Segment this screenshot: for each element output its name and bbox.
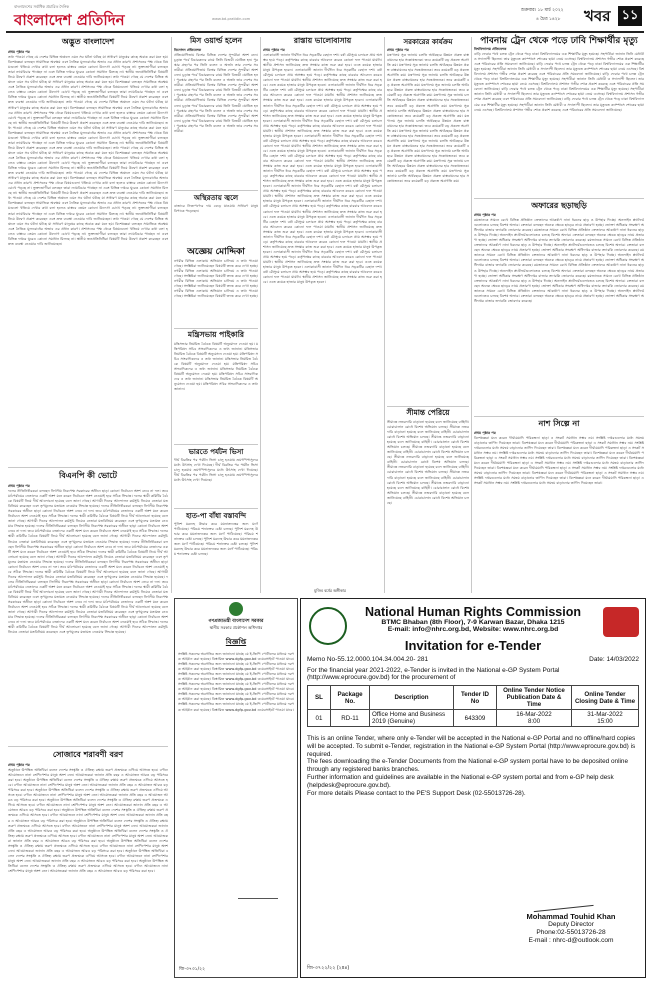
article-divider [174,444,258,445]
article-headline: নাশ সিল্পে না [538,419,580,428]
article-body: দীর্ঘ বিরতির পর পর্যটন ভিসা চালু হওয়ায় ভ্রমণপিপাসুদের মধ্যে উৎসাহ দেখা দিয়েছে। দীর্ঘ বিরতির পর পর্যটন ভিসা চালু হওয়ায় ভ্রমণপিপাসুদের মধ্যে উৎসাহ দেখা দিয়েছে। দীর্ঘ বিরতির পর পর্যটন ভিসা চালু হওয়ায় ভ্রমণপিপাসুদের মধ্যে উৎসাহ দেখা দিয়েছে। [174,458,258,483]
article-headline: অদ্ভুত বাংলাদেশ [61,37,115,46]
article-shorabani [8,749,168,977]
table-header: Description [370,686,454,710]
article-bnp-vote [8,470,168,740]
nhrc-logo-icon [309,607,347,645]
signatory-designation: Deputy Director [548,921,594,928]
signature-mark [532,892,593,912]
article-divider [174,190,258,191]
tender-date: Date: 14/03/2022 [589,656,639,663]
article-divider [387,406,469,407]
article-headline: পাবনায় ট্রেন থেকে পড়ে ঢাবি শিক্ষার্থীর মৃত্যু [480,36,638,46]
table-header: SL [308,686,331,710]
article-osthirota [174,192,258,242]
tender-intro: For the financial year 2021-2022, e-Tender is invited in the National e-GP System Portal (http://www.eprocure.gov.bd) for the procurement of [307,667,560,681]
article-body: অনুষ্ঠানে উপস্থিত অতিথিরা বলেন দেশের সংস্কৃতি ও ঐতিহ্য রক্ষায় তরুণ প্রজন্মকে এগিয়ে আসতে হবে। বর্ণাঢ্য আয়োজনে নানা শ্রেণিপেশার মানুষ অংশ নেন। আয়োজকরা জানান প্রতি বছর এ আয়োজন আরও বড় পরিসরে করা হবে। অনুষ্ঠানে উপস্থিত অতিথিরা বলেন দেশের সংস্কৃতি ও ঐতিহ্য রক্ষায় তরুণ প্রজন্মকে এগিয়ে আসতে হবে। বর্ণাঢ্য আয়োজনে নানা শ্রেণিপেশার মানুষ অংশ নেন। আয়োজকরা জানান প্রতি বছর এ আয়োজন আরও বড় পরিসরে করা হবে। অনুষ্ঠানে উপস্থিত অতিথিরা বলেন দেশের সংস্কৃতি ও ঐতিহ্য রক্ষায় তরুণ প্রজন্মকে এগিয়ে আসতে হবে। বর্ণাঢ্য আয়োজনে নানা শ্রেণিপেশার মানুষ অংশ নেন। আয়োজকরা জানান প্রতি বছর এ আয়োজন আরও বড় পরিসরে করা হবে। অনুষ্ঠানে উপস্থিত অতিথিরা বলেন দেশের সংস্কৃতি ও ঐতিহ্য রক্ষায় তরুণ প্রজন্মকে এগিয়ে আসতে হবে। বর্ণাঢ্য আয়োজনে নানা শ্রেণিপেশার মানুষ অংশ নেন। আয়োজকরা জানান প্রতি বছর এ আয়োজন আরও বড় পরিসরে করা হবে। অনুষ্ঠানে উপস্থিত অতিথিরা বলেন দেশের সংস্কৃতি ও ঐতিহ্য রক্ষায় তরুণ প্রজন্মকে এগিয়ে আসতে হবে। বর্ণাঢ্য আয়োজনে নানা শ্রেণিপেশার মানুষ অংশ নেন। আয়োজকরা জানান প্রতি বছর এ আয়োজন আরও বড় পরিসরে করা হবে। অনুষ্ঠানে উপস্থিত অতিথিরা বলেন দেশের সংস্কৃতি ও ঐতিহ্য রক্ষায় তরুণ প্রজন্মকে এগিয়ে আসতে হবে। বর্ণাঢ্য আয়োজনে নানা শ্রেণিপেশার মানুষ অংশ নেন। আয়োজকরা জানান প্রতি বছর এ আয়োজন আরও বড় পরিসরে করা হবে। অনুষ্ঠানে উপস্থিত অতিথিরা বলেন দেশের সংস্কৃতি ও ঐতিহ্য রক্ষায় তরুণ প্রজন্মকে এগিয়ে আসতে হবে। বর্ণাঢ্য আয়োজনে নানা শ্রেণিপেশার মানুষ অংশ নেন। আয়োজকরা জানান প্রতি বছর এ আয়োজন আরও বড় পরিসরে করা হবে। অনুষ্ঠানে উপস্থিত অতিথিরা বলেন দেশের সংস্কৃতি ও ঐতিহ্য রক্ষায় তরুণ প্রজন্মকে এগিয়ে আসতে হবে। বর্ণাঢ্য আয়োজনে নানা শ্রেণিপেশার মানুষ অংশ নেন। আয়োজকরা জানান প্রতি বছর এ আয়োজন আরও বড় পরিসরে করা হবে। অনুষ্ঠানে উপস্থিত অতিথিরা বলেন দেশের সংস্কৃতি ও ঐতিহ্য রক্ষায় তরুণ প্রজন্মকে এগিয়ে আসতে হবে। বর্ণাঢ্য আয়োজনে নানা শ্রেণিপেশার মানুষ অংশ নেন। আয়োজকরা জানান প্রতি বছর এ আয়োজন আরও বড় পরিসরে করা হবে। অনুষ্ঠানে উপস্থিত অতিথিরা বলেন দেশের সংস্কৃতি ও ঐতিহ্য রক্ষায় তরুণ প্রজন্মকে এগিয়ে আসতে হবে। বর্ণাঢ্য আয়োজনে নানা শ্রেণিপেশার মানুষ অংশ নেন। আয়োজকরা জানান প্রতি বছর এ আয়োজন আরও বড় পরিসরে করা হবে। [8,768,168,873]
ad-body: সংশ্লিষ্ট সকলের অবগতির জন্য জানানো যাচ্ছে যে ই-জিপি পোর্টালের মাধ্যমে দরপত্র আহ্বান করা হয়েছে। বিস্তারিত www.dgfp.gov.bd ওয়েবসাইটে পাওয়া যাবে। সংশ্লিষ্ট সকলের অবগতির জন্য জানানো যাচ্ছে যে ই-জিপি পোর্টালের মাধ্যমে দরপত্র আহ্বান করা হয়েছে। বিস্তারিত www.dgfp.gov.bd ওয়েবসাইটে পাওয়া যাবে। সংশ্লিষ্ট সকলের অবগতির জন্য জানানো যাচ্ছে যে ই-জিপি পোর্টালের মাধ্যমে দরপত্র আহ্বান করা হয়েছে। বিস্তারিত www.dgfp.gov.bd ওয়েবসাইটে পাওয়া যাবে। সংশ্লিষ্ট সকলের অবগতির জন্য জানানো যাচ্ছে যে ই-জিপি পোর্টালের মাধ্যমে দরপত্র আহ্বান করা হয়েছে। বিস্তারিত www.dgfp.gov.bd ওয়েবসাইটে পাওয়া যাবে। সংশ্লিষ্ট সকলের অবগতির জন্য জানানো যাচ্ছে যে ই-জিপি পোর্টালের মাধ্যমে দরপত্র আহ্বান করা হয়েছে। বিস্তারিত www.dgfp.gov.bd ওয়েবসাইটে পাওয়া যাবে। সংশ্লিষ্ট সকলের অবগতির জন্য জানানো যাচ্ছে যে ই-জিপি পোর্টালের মাধ্যমে দরপত্র আহ্বান করা হয়েছে। বিস্তারিত www.dgfp.gov.bd ওয়েবসাইটে পাওয়া যাবে। [178,652,294,712]
article-body: প্রতিযোগিতায় বিশ্বের বিভিন্ন দেশের সুন্দরীরা অংশ নেন। চূড়ান্ত পর্বে বিচারকদের রায়ে তিনি বিজয়ী ঘোষিত হন। পুরস্কার গ্রহণের পর তিনি বলেন এ অর্জন তার দেশের সব নারীর। প্রতিযোগিতায় বিশ্বের বিভিন্ন দেশের সুন্দরীরা অংশ নেন। চূড়ান্ত পর্বে বিচারকদের রায়ে তিনি বিজয়ী ঘোষিত হন। পুরস্কার গ্রহণের পর তিনি বলেন এ অর্জন তার দেশের সব নারীর। প্রতিযোগিতায় বিশ্বের বিভিন্ন দেশের সুন্দরীরা অংশ নেন। চূড়ান্ত পর্বে বিচারকদের রায়ে তিনি বিজয়ী ঘোষিত হন। পুরস্কার গ্রহণের পর তিনি বলেন এ অর্জন তার দেশের সব নারীর। প্রতিযোগিতায় বিশ্বের বিভিন্ন দেশের সুন্দরীরা অংশ নেন। চূড়ান্ত পর্বে বিচারকদের রায়ে তিনি বিজয়ী ঘোষিত হন। পুরস্কার গ্রহণের পর তিনি বলেন এ অর্জন তার দেশের সব নারীর। প্রতিযোগিতায় বিশ্বের বিভিন্ন দেশের সুন্দরীরা অংশ নেন। চূড়ান্ত পর্বে বিচারকদের রায়ে তিনি বিজয়ী ঘোষিত হন। পুরস্কার গ্রহণের পর তিনি বলেন এ অর্জন তার দেশের সব নারীর। [174,53,258,133]
table-cell: 643309 [454,710,497,727]
article-byline: বিশ্ববিদ্যালয় প্রতিবেদক [474,47,507,51]
article-nash-silpe-na [474,418,644,592]
article-byline: প্রথম পৃষ্ঠার পর [263,48,285,52]
ad-org: গণপ্রজাতন্ত্রী বাংলাদেশ সরকার [208,619,264,624]
table-header: Online Tender Notice Publication Date & Time [497,686,572,710]
article-headline: সীমান্ত পেরিয়ে [406,408,450,417]
table-cell: 01 [308,710,331,727]
tender-ad [300,598,646,978]
article-body: তথ্য পাওয়া গেছে যে দেশের বিভিন্ন অঞ্চলে এমন সব ঘটনা ঘটছে যা সাধারণ মানুষের কাছে অবাক করা মনে হয়। বিশেষজ্ঞরা বলছেন সামাজিক অবক্ষয় এবং নৈতিক মূল্যবোধের অভাব এর প্রধান কারণ। প্রশাসনের পক্ষ থেকে বিষয়গুলো খতিয়ে দেখার কথা বলা হলেও বাস্তবে তেমন কোনো উদ্যোগ চোখে পড়ছে না। ভুক্তভোগীরা বলছেন তারা ন্যায়বিচার পাচ্ছেন না এবং বিভিন্ন দপ্তরে ঘুরেও কোনো সমাধান মিলছে না। স্থানীয় জনপ্রতিনিধিরা বিষয়টি নিয়ে উদ্বেগ প্রকাশ করেছেন এবং দ্রুত ব্যবস্থা নেওয়ার দাবি জানিয়েছেন। তথ্য পাওয়া গেছে যে দেশের বিভিন্ন অঞ্চলে এমন সব ঘটনা ঘটছে যা সাধারণ মানুষের কাছে অবাক করা মনে হয়। বিশেষজ্ঞরা বলছেন সামাজিক অবক্ষয় এবং নৈতিক মূল্যবোধের অভাব এর প্রধান কারণ। প্রশাসনের পক্ষ থেকে বিষয়গুলো খতিয়ে দেখার কথা বলা হলেও বাস্তবে তেমন কোনো উদ্যোগ চোখে পড়ছে না। ভুক্তভোগীরা বলছেন তারা ন্যায়বিচার পাচ্ছেন না এবং বিভিন্ন দপ্তরে ঘুরেও কোনো সমাধান মিলছে না। স্থানীয় জনপ্রতিনিধিরা বিষয়টি নিয়ে উদ্বেগ প্রকাশ করেছেন এবং দ্রুত ব্যবস্থা নেওয়ার দাবি জানিয়েছেন। তথ্য পাওয়া গেছে যে দেশের বিভিন্ন অঞ্চলে এমন সব ঘটনা ঘটছে যা সাধারণ মানুষের কাছে অবাক করা মনে হয়। বিশেষজ্ঞরা বলছেন সামাজিক অবক্ষয় এবং নৈতিক মূল্যবোধের অভাব এর প্রধান কারণ। প্রশাসনের পক্ষ থেকে বিষয়গুলো খতিয়ে দেখার কথা বলা হলেও বাস্তবে তেমন কোনো উদ্যোগ চোখে পড়ছে না। ভুক্তভোগীরা বলছেন তারা ন্যায়বিচার পাচ্ছেন না এবং বিভিন্ন দপ্তরে ঘুরেও কোনো সমাধান মিলছে না। স্থানীয় জনপ্রতিনিধিরা বিষয়টি নিয়ে উদ্বেগ প্রকাশ করেছেন এবং দ্রুত ব্যবস্থা নেওয়ার দাবি জানিয়েছেন। তথ্য পাওয়া গেছে যে দেশের বিভিন্ন অঞ্চলে এমন সব ঘটনা ঘটছে যা সাধারণ মানুষের কাছে অবাক করা মনে হয়। বিশেষজ্ঞরা বলছেন সামাজিক অবক্ষয় এবং নৈতিক মূল্যবোধের অভাব এর প্রধান কারণ। প্রশাসনের পক্ষ থেকে বিষয়গুলো খতিয়ে দেখার কথা বলা হলেও বাস্তবে তেমন কোনো উদ্যোগ চোখে পড়ছে না। ভুক্তভোগীরা বলছেন তারা ন্যায়বিচার পাচ্ছেন না এবং বিভিন্ন দপ্তরে ঘুরেও কোনো সমাধান মিলছে না। স্থানীয় জনপ্রতিনিধিরা বিষয়টি নিয়ে উদ্বেগ প্রকাশ করেছেন এবং দ্রুত ব্যবস্থা নেওয়ার দাবি জানিয়েছেন। তথ্য পাওয়া গেছে যে দেশের বিভিন্ন অঞ্চলে এমন সব ঘটনা ঘটছে যা সাধারণ মানুষের কাছে অবাক করা মনে হয়। বিশেষজ্ঞরা বলছেন সামাজিক অবক্ষয় এবং নৈতিক মূল্যবোধের অভাব এর প্রধান কারণ। প্রশাসনের পক্ষ থেকে বিষয়গুলো খতিয়ে দেখার কথা বলা হলেও বাস্তবে তেমন কোনো উদ্যোগ চোখে পড়ছে না। ভুক্তভোগীরা বলছেন তারা ন্যায়বিচার পাচ্ছেন না এবং বিভিন্ন দপ্তরে ঘুরেও কোনো সমাধান মিলছে না। স্থানীয় জনপ্রতিনিধিরা বিষয়টি নিয়ে উদ্বেগ প্রকাশ করেছেন এবং দ্রুত ব্যবস্থা নেওয়ার দাবি জানিয়েছেন। তথ্য পাওয়া গেছে যে দেশের বিভিন্ন অঞ্চলে এমন সব ঘটনা ঘটছে যা সাধারণ মানুষের কাছে অবাক করা মনে হয়। বিশেষজ্ঞরা বলছেন সামাজিক অবক্ষয় এবং নৈতিক মূল্যবোধের অভাব এর প্রধান কারণ। প্রশাসনের পক্ষ থেকে বিষয়গুলো খতিয়ে দেখার কথা বলা হলেও বাস্তবে তেমন কোনো উদ্যোগ চোখে পড়ছে না। ভুক্তভোগীরা বলছেন তারা ন্যায়বিচার পাচ্ছেন না এবং বিভিন্ন দপ্তরে ঘুরেও কোনো সমাধান মিলছে না। স্থানীয় জনপ্রতিনিধিরা বিষয়টি নিয়ে উদ্বেগ প্রকাশ করেছেন এবং দ্রুত ব্যবস্থা নেওয়ার দাবি জানিয়েছেন। তথ্য পাওয়া গেছে যে দেশের বিভিন্ন অঞ্চলে এমন সব ঘটনা ঘটছে যা সাধারণ মানুষের কাছে অবাক করা মনে হয়। বিশেষজ্ঞরা বলছেন সামাজিক অবক্ষয় এবং নৈতিক মূল্যবোধের অভাব এর প্রধান কারণ। প্রশাসনের পক্ষ থেকে বিষয়গুলো খতিয়ে দেখার কথা বলা হলেও বাস্তবে তেমন কোনো উদ্যোগ চোখে পড়ছে না। ভুক্তভোগীরা বলছেন তারা ন্যায়বিচার পাচ্ছেন না এবং বিভিন্ন দপ্তরে ঘুরেও কোনো সমাধান মিলছে না। স্থানীয় জনপ্রতিনিধিরা বিষয়টি নিয়ে উদ্বেগ প্রকাশ করেছেন এবং দ্রুত ব্যবস্থা নেওয়ার দাবি জানিয়েছেন। তথ্য পাওয়া গেছে যে দেশের বিভিন্ন অঞ্চলে এমন সব ঘটনা ঘটছে যা সাধারণ মানুষের কাছে অবাক করা মনে হয়। বিশেষজ্ঞরা বলছেন সামাজিক অবক্ষয় এবং নৈতিক মূল্যবোধের অভাব এর প্রধান কারণ। প্রশাসনের পক্ষ থেকে বিষয়গুলো খতিয়ে দেখার কথা বলা হলেও বাস্তবে তেমন কোনো উদ্যোগ চোখে পড়ছে না। ভুক্তভোগীরা বলছেন তারা ন্যায়বিচার পাচ্ছেন না এবং বিভিন্ন দপ্তরে ঘুরেও কোনো সমাধান মিলছে না। স্থানীয় জনপ্রতিনিধিরা বিষয়টি নিয়ে উদ্বেগ প্রকাশ করেছেন এবং দ্রুত ব্যবস্থা নেওয়ার দাবি জানিয়েছেন। [8,55,168,246]
article-headline: মন্ত্রিসভায় পাইকারি [187,330,245,339]
table-header-row [308,686,639,710]
article-byline: প্রথম পৃষ্ঠার পর [8,50,30,54]
section-name: খবর [584,7,611,25]
tender-table [307,685,639,727]
article-pabna-train [474,36,644,196]
mujib-logo [603,607,639,637]
article-headline: বিএনপি কী ভোটে [59,471,117,480]
table-cell: RD-11 [331,710,370,727]
article-divider [8,746,168,747]
article-headline: সোজাবে শরাবণী বরণ [52,750,124,759]
tender-memo-line [307,656,639,663]
article-body: বাজারে নিত্যপণ্যের দাম বেড়ে যাওয়ায় সাধারণ মানুষ বিপাকে পড়েছেন। [174,204,258,214]
article-byline: প্রথম পৃষ্ঠার পর [474,431,496,435]
article-headline: সরকারের কার্যক্রম [403,38,453,46]
article-headline: মিস ওয়ার্ল্ড হলেন [189,36,243,45]
article-body: দলের নীতিনির্ধারকরা বলছেন নির্দলীয় নিরপেক্ষ সরকারের অধীনে ছাড়া কোনো নির্বাচনে অংশ নেবে না দল। তবে মাঠপর্যায়ের নেতাদের একটি অংশ মনে করেন নির্বাচনে অংশ নেওয়াই হবে সঠিক সিদ্ধান্ত। দলের স্থায়ী কমিটির বৈঠকে বিষয়টি নিয়ে দীর্ঘ আলোচনা হয়েছে বলে জানা গেছে। আগামী দিনের আন্দোলন কর্মসূচি নিয়েও নেতারা মতবিনিময় করেছেন এবং তৃণমূলের মতামত নেওয়ার সিদ্ধান্ত হয়েছে। দলের নীতিনির্ধারকরা বলছেন নির্দলীয় নিরপেক্ষ সরকারের অধীনে ছাড়া কোনো নির্বাচনে অংশ নেবে না দল। তবে মাঠপর্যায়ের নেতাদের একটি অংশ মনে করেন নির্বাচনে অংশ নেওয়াই হবে সঠিক সিদ্ধান্ত। দলের স্থায়ী কমিটির বৈঠকে বিষয়টি নিয়ে দীর্ঘ আলোচনা হয়েছে বলে জানা গেছে। আগামী দিনের আন্দোলন কর্মসূচি নিয়েও নেতারা মতবিনিময় করেছেন এবং তৃণমূলের মতামত নেওয়ার সিদ্ধান্ত হয়েছে। দলের নীতিনির্ধারকরা বলছেন নির্দলীয় নিরপেক্ষ সরকারের অধীনে ছাড়া কোনো নির্বাচনে অংশ নেবে না দল। তবে মাঠপর্যায়ের নেতাদের একটি অংশ মনে করেন নির্বাচনে অংশ নেওয়াই হবে সঠিক সিদ্ধান্ত। দলের স্থায়ী কমিটির বৈঠকে বিষয়টি নিয়ে দীর্ঘ আলোচনা হয়েছে বলে জানা গেছে। আগামী দিনের আন্দোলন কর্মসূচি নিয়েও নেতারা মতবিনিময় করেছেন এবং তৃণমূলের মতামত নেওয়ার সিদ্ধান্ত হয়েছে। দলের নীতিনির্ধারকরা বলছেন নির্দলীয় নিরপেক্ষ সরকারের অধীনে ছাড়া কোনো নির্বাচনে অংশ নেবে না দল। তবে মাঠপর্যায়ের নেতাদের একটি অংশ মনে করেন নির্বাচনে অংশ নেওয়াই হবে সঠিক সিদ্ধান্ত। দলের স্থায়ী কমিটির বৈঠকে বিষয়টি নিয়ে দীর্ঘ আলোচনা হয়েছে বলে জানা গেছে। আগামী দিনের আন্দোলন কর্মসূচি নিয়েও নেতারা মতবিনিময় করেছেন এবং তৃণমূলের মতামত নেওয়ার সিদ্ধান্ত হয়েছে। দলের নীতিনির্ধারকরা বলছেন নির্দলীয় নিরপেক্ষ সরকারের অধীনে ছাড়া কোনো নির্বাচনে অংশ নেবে না দল। তবে মাঠপর্যায়ের নেতাদের একটি অংশ মনে করেন নির্বাচনে অংশ নেওয়াই হবে সঠিক সিদ্ধান্ত। দলের স্থায়ী কমিটির বৈঠকে বিষয়টি নিয়ে দীর্ঘ আলোচনা হয়েছে বলে জানা গেছে। আগামী দিনের আন্দোলন কর্মসূচি নিয়েও নেতারা মতবিনিময় করেছেন এবং তৃণমূলের মতামত নেওয়ার সিদ্ধান্ত হয়েছে। দলের নীতিনির্ধারকরা বলছেন নির্দলীয় নিরপেক্ষ সরকারের অধীনে ছাড়া কোনো নির্বাচনে অংশ নেবে না দল। তবে মাঠপর্যায়ের নেতাদের একটি অংশ মনে করেন নির্বাচনে অংশ নেওয়াই হবে সঠিক সিদ্ধান্ত। দলের স্থায়ী কমিটির বৈঠকে বিষয়টি নিয়ে দীর্ঘ আলোচনা হয়েছে বলে জানা গেছে। আগামী দিনের আন্দোলন কর্মসূচি নিয়েও নেতারা মতবিনিময় করেছেন এবং তৃণমূলের মতামত নেওয়ার সিদ্ধান্ত হয়েছে। দলের নীতিনির্ধারকরা বলছেন নির্দলীয় নিরপেক্ষ সরকারের অধীনে ছাড়া কোনো নির্বাচনে অংশ নেবে না দল। তবে মাঠপর্যায়ের নেতাদের একটি অংশ মনে করেন নির্বাচনে অংশ নেওয়াই হবে সঠিক সিদ্ধান্ত। দলের স্থায়ী কমিটির বৈঠকে বিষয়টি নিয়ে দীর্ঘ আলোচনা হয়েছে বলে জানা গেছে। আগামী দিনের আন্দোলন কর্মসূচি নিয়েও নেতারা মতবিনিময় করেছেন এবং তৃণমূলের মতামত নেওয়ার সিদ্ধান্ত হয়েছে। দলের নীতিনির্ধারকরা বলছেন নির্দলীয় নিরপেক্ষ সরকারের অধীনে ছাড়া কোনো নির্বাচনে অংশ নেবে না দল। তবে মাঠপর্যায়ের নেতাদের একটি অংশ মনে করেন নির্বাচনে অংশ নেওয়াই হবে সঠিক সিদ্ধান্ত। দলের স্থায়ী কমিটির বৈঠকে বিষয়টি নিয়ে দীর্ঘ আলোচনা হয়েছে বলে জানা গেছে। আগামী দিনের আন্দোলন কর্মসূচি নিয়েও নেতারা মতবিনিময় করেছেন এবং তৃণমূলের মতামত নেওয়ার সিদ্ধান্ত হয়েছে। [8,489,168,635]
article-offer-chorachori [474,200,644,414]
ad-heading: বিজ্ঞপ্তি [225,638,247,646]
article-headline: ভারতে পর্যটন ভিসা [188,448,244,456]
signatory-name: Mohammad Touhid Khan [526,912,616,921]
article-byline: প্রথম পৃষ্ঠার পর [474,213,496,217]
signature-mark [238,888,278,899]
signatory-phone: Phone:02-55013726-28 [536,929,606,936]
tender-code: জি-৩৭২২/২২ (২x৪) [307,965,350,971]
date-line: শুক্রবার। ১৮ মার্চ ২০২২ [521,8,564,13]
article-cabinet [174,330,258,442]
article-headline: হাত-পা বাঁধা বস্তাবন্দি [186,512,246,520]
article-body: মন্ত্রণালয় সূত্র জানায় চলতি অর্থবছরে উন্নয়ন প্রকল্প বাস্তবায়নের হার সন্তোষজনক। তবে কয়েকটি বড় প্রকল্পে অগ্রগতি কম। মন্ত্রণালয় সূত্র জানায় চলতি অর্থবছরে উন্নয়ন প্রকল্প বাস্তবায়নের হার সন্তোষজনক। তবে কয়েকটি বড় প্রকল্পে অগ্রগতি কম। মন্ত্রণালয় সূত্র জানায় চলতি অর্থবছরে উন্নয়ন প্রকল্প বাস্তবায়নের হার সন্তোষজনক। তবে কয়েকটি বড় প্রকল্পে অগ্রগতি কম। মন্ত্রণালয় সূত্র জানায় চলতি অর্থবছরে উন্নয়ন প্রকল্প বাস্তবায়নের হার সন্তোষজনক। তবে কয়েকটি বড় প্রকল্পে অগ্রগতি কম। মন্ত্রণালয় সূত্র জানায় চলতি অর্থবছরে উন্নয়ন প্রকল্প বাস্তবায়নের হার সন্তোষজনক। তবে কয়েকটি বড় প্রকল্পে অগ্রগতি কম। মন্ত্রণালয় সূত্র জানায় চলতি অর্থবছরে উন্নয়ন প্রকল্প বাস্তবায়নের হার সন্তোষজনক। তবে কয়েকটি বড় প্রকল্পে অগ্রগতি কম। মন্ত্রণালয় সূত্র জানায় চলতি অর্থবছরে উন্নয়ন প্রকল্প বাস্তবায়নের হার সন্তোষজনক। তবে কয়েকটি বড় প্রকল্পে অগ্রগতি কম। মন্ত্রণালয় সূত্র জানায় চলতি অর্থবছরে উন্নয়ন প্রকল্প বাস্তবায়নের হার সন্তোষজনক। তবে কয়েকটি বড় প্রকল্পে অগ্রগতি কম। মন্ত্রণালয় সূত্র জানায় চলতি অর্থবছরে উন্নয়ন প্রকল্প বাস্তবায়নের হার সন্তোষজনক। তবে কয়েকটি বড় প্রকল্পে অগ্রগতি কম। মন্ত্রণালয় সূত্র জানায় চলতি অর্থবছরে উন্নয়ন প্রকল্প বাস্তবায়নের হার সন্তোষজনক। তবে কয়েকটি বড় প্রকল্পে অগ্রগতি কম। মন্ত্রণালয় সূত্র জানায় চলতি অর্থবছরে উন্নয়ন প্রকল্প বাস্তবায়নের হার সন্তোষজনক। তবে কয়েকটি বড় প্রকল্পে অগ্রগতি কম। মন্ত্রণালয় সূত্র জানায় চলতি অর্থবছরে উন্নয়ন প্রকল্প বাস্তবায়নের হার সন্তোষজনক। তবে কয়েকটি বড় প্রকল্পে অগ্রগতি কম। [387,53,469,184]
edition-url: www.bd-pratidin.com [212,17,251,21]
article-divider [8,467,168,468]
article-hat-pa-bandha [174,510,258,594]
column-divider [471,37,472,593]
masthead-tagline: বাংলাদেশের সর্বাধিক প্রচারিত দৈনিক [14,4,69,9]
table-header: Package No. [331,686,370,710]
article-simanto-periye [387,408,469,592]
article-body: নগরীর বিভিন্ন এলাকায় অভিযান চালিয়ে এ তথ্য পাওয়া গেছে। সংশ্লিষ্টরা জানিয়েছেন বিষয়টি তদন্ত করে দেখা হচ্ছে। নগরীর বিভিন্ন এলাকায় অভিযান চালিয়ে এ তথ্য পাওয়া গেছে। সংশ্লিষ্টরা জানিয়েছেন বিষয়টি তদন্ত করে দেখা হচ্ছে। নগরীর বিভিন্ন এলাকায় অভিযান চালিয়ে এ তথ্য পাওয়া গেছে। সংশ্লিষ্টরা জানিয়েছেন বিষয়টি তদন্ত করে দেখা হচ্ছে। নগরীর বিভিন্ন এলাকায় অভিযান চালিয়ে এ তথ্য পাওয়া গেছে। সংশ্লিষ্টরা জানিয়েছেন বিষয়টি তদন্ত করে দেখা হচ্ছে। [174,259,258,299]
govt-notice-ad [174,598,298,978]
signatory-email: E-mail : nhrc-d@outlook.com [528,937,614,944]
article-india-visa [174,446,258,506]
article-ojneo-modika [174,244,258,326]
article-body: রমজানকে সামনে রেখে বিভিন্ন প্রতিষ্ঠান ক্রেতাদের আকর্ষণে নানা ধরনের ছাড় ও উপহার দিচ্ছে। অনলাইন প্ল্যাটফর্মগুলোতেও চলছে বিশেষ অফার। ক্রেতারা বলছেন অনেক ক্ষেত্রে ছাড়ের নামে প্রতারণা হচ্ছে। ভোক্তা অধিকার সংরক্ষণ অধিদপ্তর বাজার তদারকি জোরদার করেছে। রমজানকে সামনে রেখে বিভিন্ন প্রতিষ্ঠান ক্রেতাদের আকর্ষণে নানা ধরনের ছাড় ও উপহার দিচ্ছে। অনলাইন প্ল্যাটফর্মগুলোতেও চলছে বিশেষ অফার। ক্রেতারা বলছেন অনেক ক্ষেত্রে ছাড়ের নামে প্রতারণা হচ্ছে। ভোক্তা অধিকার সংরক্ষণ অধিদপ্তর বাজার তদারকি জোরদার করেছে। রমজানকে সামনে রেখে বিভিন্ন প্রতিষ্ঠান ক্রেতাদের আকর্ষণে নানা ধরনের ছাড় ও উপহার দিচ্ছে। অনলাইন প্ল্যাটফর্মগুলোতেও চলছে বিশেষ অফার। ক্রেতারা বলছেন অনেক ক্ষেত্রে ছাড়ের নামে প্রতারণা হচ্ছে। ভোক্তা অধিকার সংরক্ষণ অধিদপ্তর বাজার তদারকি জোরদার করেছে। রমজানকে সামনে রেখে বিভিন্ন প্রতিষ্ঠান ক্রেতাদের আকর্ষণে নানা ধরনের ছাড় ও উপহার দিচ্ছে। অনলাইন প্ল্যাটফর্মগুলোতেও চলছে বিশেষ অফার। ক্রেতারা বলছেন অনেক ক্ষেত্রে ছাড়ের নামে প্রতারণা হচ্ছে। ভোক্তা অধিকার সংরক্ষণ অধিদপ্তর বাজার তদারকি জোরদার করেছে। রমজানকে সামনে রেখে বিভিন্ন প্রতিষ্ঠান ক্রেতাদের আকর্ষণে নানা ধরনের ছাড় ও উপহার দিচ্ছে। অনলাইন প্ল্যাটফর্মগুলোতেও চলছে বিশেষ অফার। ক্রেতারা বলছেন অনেক ক্ষেত্রে ছাড়ের নামে প্রতারণা হচ্ছে। ভোক্তা অধিকার সংরক্ষণ অধিদপ্তর বাজার তদারকি জোরদার করেছে। রমজানকে সামনে রেখে বিভিন্ন প্রতিষ্ঠান ক্রেতাদের আকর্ষণে নানা ধরনের ছাড় ও উপহার দিচ্ছে। অনলাইন প্ল্যাটফর্মগুলোতেও চলছে বিশেষ অফার। ক্রেতারা বলছেন অনেক ক্ষেত্রে ছাড়ের নামে প্রতারণা হচ্ছে। ভোক্তা অধিকার সংরক্ষণ অধিদপ্তর বাজার তদারকি জোরদার করেছে। রমজানকে সামনে রেখে বিভিন্ন প্রতিষ্ঠান ক্রেতাদের আকর্ষণে নানা ধরনের ছাড় ও উপহার দিচ্ছে। অনলাইন প্ল্যাটফর্মগুলোতেও চলছে বিশেষ অফার। ক্রেতারা বলছেন অনেক ক্ষেত্রে ছাড়ের নামে প্রতারণা হচ্ছে। ভোক্তা অধিকার সংরক্ষণ অধিদপ্তর বাজার তদারকি জোরদার করেছে। [474,218,644,303]
article-odbhut-bangladesh [8,36,168,463]
column-divider [260,37,261,593]
article-miss-world [174,36,258,188]
article-headline: রাস্তায় ভালোবাসায় [293,36,352,45]
article-body: বাড়ি ফেরার পথে চলন্ত ট্রেন থেকে পড়ে ঢাকা বিশ্ববিদ্যালয়ের এক শিক্ষার্থীর মৃত্যু হয়েছে। সহপাঠীরা জানান তিনি মেধাবী ও সদালাপী ছিলেন। তার মৃত্যুতে ক্যাম্পাসে শোকের ছায়া নেমে এসেছে। বিশ্ববিদ্যালয় প্রশাসন গভীর শোক প্রকাশ করেছে এবং পরিবারের প্রতি সমবেদনা জানিয়েছে। বাড়ি ফেরার পথে চলন্ত ট্রেন থেকে পড়ে ঢাকা বিশ্ববিদ্যালয়ের এক শিক্ষার্থীর মৃত্যু হয়েছে। সহপাঠীরা জানান তিনি মেধাবী ও সদালাপী ছিলেন। তার মৃত্যুতে ক্যাম্পাসে শোকের ছায়া নেমে এসেছে। বিশ্ববিদ্যালয় প্রশাসন গভীর শোক প্রকাশ করেছে এবং পরিবারের প্রতি সমবেদনা জানিয়েছে। বাড়ি ফেরার পথে চলন্ত ট্রেন থেকে পড়ে ঢাকা বিশ্ববিদ্যালয়ের এক শিক্ষার্থীর মৃত্যু হয়েছে। সহপাঠীরা জানান তিনি মেধাবী ও সদালাপী ছিলেন। তার মৃত্যুতে ক্যাম্পাসে শোকের ছায়া নেমে এসেছে। বিশ্ববিদ্যালয় প্রশাসন গভীর শোক প্রকাশ করেছে এবং পরিবারের প্রতি সমবেদনা জানিয়েছে। বাড়ি ফেরার পথে চলন্ত ট্রেন থেকে পড়ে ঢাকা বিশ্ববিদ্যালয়ের এক শিক্ষার্থীর মৃত্যু হয়েছে। সহপাঠীরা জানান তিনি মেধাবী ও সদালাপী ছিলেন। তার মৃত্যুতে ক্যাম্পাসে শোকের ছায়া নেমে এসেছে। বিশ্ববিদ্যালয় প্রশাসন গভীর শোক প্রকাশ করেছে এবং পরিবারের প্রতি সমবেদনা জানিয়েছে। বাড়ি ফেরার পথে চলন্ত ট্রেন থেকে পড়ে ঢাকা বিশ্ববিদ্যালয়ের এক শিক্ষার্থীর মৃত্যু হয়েছে। সহপাঠীরা জানান তিনি মেধাবী ও সদালাপী ছিলেন। তার মৃত্যুতে ক্যাম্পাসে শোকের ছায়া নেমে এসেছে। বিশ্ববিদ্যালয় প্রশাসন গভীর শোক প্রকাশ করেছে এবং পরিবারের প্রতি সমবেদনা জানিয়েছে। [474,52,644,112]
article-body: পুলিশ মরদেহ উদ্ধার করে ময়নাতদন্তের জন্য মর্গে পাঠিয়েছে। পরিচয় শনাক্তের চেষ্টা চলছে। পুলিশ মরদেহ উদ্ধার করে ময়নাতদন্তের জন্য মর্গে পাঠিয়েছে। পরিচয় শনাক্তের চেষ্টা চলছে। পুলিশ মরদেহ উদ্ধার করে ময়নাতদন্তের জন্য মর্গে পাঠিয়েছে। পরিচয় শনাক্তের চেষ্টা চলছে। পুলিশ মরদেহ উদ্ধার করে ময়নাতদন্তের জন্য মর্গে পাঠিয়েছে। পরিচয় শনাক্তের চেষ্টা চলছে। [174,522,258,557]
column-divider [384,37,385,593]
page-number-badge: ১১ [618,6,642,26]
govt-emblem-icon [229,602,243,616]
table-row [308,710,639,727]
tender-memo: Memo No-55.12.0000.104.34.004.20- 281 [307,656,429,663]
article-divider [474,198,644,199]
ad-sub-org: স্থানীয় সরকার প্রকৌশল অধিদপ্তর [209,625,263,630]
tender-title: Invitation for e-Tender [404,638,542,653]
article-byline: প্রথম পৃষ্ঠার পর [8,763,30,767]
tender-notes: This is an online Tender, where only e-Tender will be accepted in the National e-GP Portal and no offline/hard copies will be accepted. To submit e-Tender, registration in the National e-GP System Portal (http://www.eprocure.gov.bd) is required. The fees downloading the e-Tender Documents from the National e-GP system portal have to be deposited online through any registered banks branches. Further information and guidelines are available in the National e-GP system portal and from e-GP help desk (helpdesk@eprocure.gov.bd). For more details Please contact to the PE'S Support Desk (02-55013726-28). [307,735,636,797]
table-header: Tender ID No [454,686,497,710]
article-divider [174,328,258,329]
article-byline: প্রথম পৃষ্ঠার পর [387,48,409,52]
article-headline: অফারের ছড়াছড়ি [531,201,587,210]
article-sarkar-karjokrom [387,36,469,404]
mujib-slogan-strip: মুজিব বর্ষের অঙ্গীকার [314,588,346,593]
tender-org: National Human Rights Commission [365,605,581,619]
article-divider [474,416,644,417]
tender-contact: E-mail: info@nhrc.org.bd, Website: www.nhrc.org.bd [387,626,559,633]
article-headline: অস্থিরতায় জ্বলে [193,194,239,202]
ad-code: জি-৩৭৩১/২২ [179,967,206,972]
article-body: সীমান্তে নজরদারি বাড়ানো হয়েছে বলে জানিয়েছে বাহিনী। চোরাচালান রোধে বিশেষ অভিযান চলছে। সীমান্তে নজরদারি বাড়ানো হয়েছে বলে জানিয়েছে বাহিনী। চোরাচালান রোধে বিশেষ অভিযান চলছে। সীমান্তে নজরদারি বাড়ানো হয়েছে বলে জানিয়েছে বাহিনী। চোরাচালান রোধে বিশেষ অভিযান চলছে। সীমান্তে নজরদারি বাড়ানো হয়েছে বলে জানিয়েছে বাহিনী। চোরাচালান রোধে বিশেষ অভিযান চলছে। সীমান্তে নজরদারি বাড়ানো হয়েছে বলে জানিয়েছে বাহিনী। চোরাচালান রোধে বিশেষ অভিযান চলছে। সীমান্তে নজরদারি বাড়ানো হয়েছে বলে জানিয়েছে বাহিনী। চোরাচালান রোধে বিশেষ অভিযান চলছে। সীমান্তে নজরদারি বাড়ানো হয়েছে বলে জানিয়েছে বাহিনী। চোরাচালান রোধে বিশেষ অভিযান চলছে। সীমান্তে নজরদারি বাড়ানো হয়েছে বলে জানিয়েছে বাহিনী। চোরাচালান রোধে বিশেষ অভিযান চলছে। সীমান্তে নজরদারি বাড়ানো হয়েছে বলে জানিয়েছে বাহিনী। চোরাচালান রোধে বিশেষ অভিযান চলছে। [387,420,469,505]
article-body: বিশেষজ্ঞরা মনে করেন দীর্ঘমেয়াদি পরিকল্পনা ছাড়া এ সংকট সমাধান সম্ভব নয়। সংশ্লিষ্ট দপ্তরগুলোর মধ্যে সমন্বয় বাড়ানোর তাগিদ দিয়েছেন তারা। বিশেষজ্ঞরা মনে করেন দীর্ঘমেয়াদি পরিকল্পনা ছাড়া এ সংকট সমাধান সম্ভব নয়। সংশ্লিষ্ট দপ্তরগুলোর মধ্যে সমন্বয় বাড়ানোর তাগিদ দিয়েছেন তারা। বিশেষজ্ঞরা মনে করেন দীর্ঘমেয়াদি পরিকল্পনা ছাড়া এ সংকট সমাধান সম্ভব নয়। সংশ্লিষ্ট দপ্তরগুলোর মধ্যে সমন্বয় বাড়ানোর তাগিদ দিয়েছেন তারা। বিশেষজ্ঞরা মনে করেন দীর্ঘমেয়াদি পরিকল্পনা ছাড়া এ সংকট সমাধান সম্ভব নয়। সংশ্লিষ্ট দপ্তরগুলোর মধ্যে সমন্বয় বাড়ানোর তাগিদ দিয়েছেন তারা। বিশেষজ্ঞরা মনে করেন দীর্ঘমেয়াদি পরিকল্পনা ছাড়া এ সংকট সমাধান সম্ভব নয়। সংশ্লিষ্ট দপ্তরগুলোর মধ্যে সমন্বয় বাড়ানোর তাগিদ দিয়েছেন তারা। বিশেষজ্ঞরা মনে করেন দীর্ঘমেয়াদি পরিকল্পনা ছাড়া এ সংকট সমাধান সম্ভব নয়। সংশ্লিষ্ট দপ্তরগুলোর মধ্যে সমন্বয় বাড়ানোর তাগিদ দিয়েছেন তারা। বিশেষজ্ঞরা মনে করেন দীর্ঘমেয়াদি পরিকল্পনা ছাড়া এ সংকট সমাধান সম্ভব নয়। সংশ্লিষ্ট দপ্তরগুলোর মধ্যে সমন্বয় বাড়ানোর তাগিদ দিয়েছেন তারা। বিশেষজ্ঞরা মনে করেন দীর্ঘমেয়াদি পরিকল্পনা ছাড়া এ সংকট সমাধান সম্ভব নয়। সংশ্লিষ্ট দপ্তরগুলোর মধ্যে সমন্বয় বাড়ানোর তাগিদ দিয়েছেন তারা। [474,436,644,486]
article-byline: বিনোদন প্রতিবেদক [174,48,202,52]
table-cell: Office Home and Business 2019 (Genuine) [370,710,454,727]
tender-address: BTMC Bhaban (8th Floor), 7-9 Karwan Bazar, Dhaka 1215 [381,619,565,626]
article-byline: প্রথম পৃষ্ঠার পর [8,484,30,488]
masthead [6,2,646,32]
article-body: এলাকাবাসী জানান দীর্ঘদিন ধরে সড়কটির বেহাল দশা। বর্ষা মৌসুমে চলাচল প্রায় অসম্ভব হয়ে পড়ে। কর্তৃপক্ষের কাছে বারবার আবেদন করেও কোনো ফল পাওয়া যায়নি। স্থানীয় প্রশাসন জানিয়েছে দ্রুত সংস্কার কাজ শুরু করা হবে। এতে কয়েক হাজার মানুষ উপকৃত হবেন। এলাকাবাসী জানান দীর্ঘদিন ধরে সড়কটির বেহাল দশা। বর্ষা মৌসুমে চলাচল প্রায় অসম্ভব হয়ে পড়ে। কর্তৃপক্ষের কাছে বারবার আবেদন করেও কোনো ফল পাওয়া যায়নি। স্থানীয় প্রশাসন জানিয়েছে দ্রুত সংস্কার কাজ শুরু করা হবে। এতে কয়েক হাজার মানুষ উপকৃত হবেন। এলাকাবাসী জানান দীর্ঘদিন ধরে সড়কটির বেহাল দশা। বর্ষা মৌসুমে চলাচল প্রায় অসম্ভব হয়ে পড়ে। কর্তৃপক্ষের কাছে বারবার আবেদন করেও কোনো ফল পাওয়া যায়নি। স্থানীয় প্রশাসন জানিয়েছে দ্রুত সংস্কার কাজ শুরু করা হবে। এতে কয়েক হাজার মানুষ উপকৃত হবেন। এলাকাবাসী জানান দীর্ঘদিন ধরে সড়কটির বেহাল দশা। বর্ষা মৌসুমে চলাচল প্রায় অসম্ভব হয়ে পড়ে। কর্তৃপক্ষের কাছে বারবার আবেদন করেও কোনো ফল পাওয়া যায়নি। স্থানীয় প্রশাসন জানিয়েছে দ্রুত সংস্কার কাজ শুরু করা হবে। এতে কয়েক হাজার মানুষ উপকৃত হবেন। এলাকাবাসী জানান দীর্ঘদিন ধরে সড়কটির বেহাল দশা। বর্ষা মৌসুমে চলাচল প্রায় অসম্ভব হয়ে পড়ে। কর্তৃপক্ষের কাছে বারবার আবেদন করেও কোনো ফল পাওয়া যায়নি। স্থানীয় প্রশাসন জানিয়েছে দ্রুত সংস্কার কাজ শুরু করা হবে। এতে কয়েক হাজার মানুষ উপকৃত হবেন। এলাকাবাসী জানান দীর্ঘদিন ধরে সড়কটির বেহাল দশা। বর্ষা মৌসুমে চলাচল প্রায় অসম্ভব হয়ে পড়ে। কর্তৃপক্ষের কাছে বারবার আবেদন করেও কোনো ফল পাওয়া যায়নি। স্থানীয় প্রশাসন জানিয়েছে দ্রুত সংস্কার কাজ শুরু করা হবে। এতে কয়েক হাজার মানুষ উপকৃত হবেন। এলাকাবাসী জানান দীর্ঘদিন ধরে সড়কটির বেহাল দশা। বর্ষা মৌসুমে চলাচল প্রায় অসম্ভব হয়ে পড়ে। কর্তৃপক্ষের কাছে বারবার আবেদন করেও কোনো ফল পাওয়া যায়নি। স্থানীয় প্রশাসন জানিয়েছে দ্রুত সংস্কার কাজ শুরু করা হবে। এতে কয়েক হাজার মানুষ উপকৃত হবেন। এলাকাবাসী জানান দীর্ঘদিন ধরে সড়কটির বেহাল দশা। বর্ষা মৌসুমে চলাচল প্রায় অসম্ভব হয়ে পড়ে। কর্তৃপক্ষের কাছে বারবার আবেদন করেও কোনো ফল পাওয়া যায়নি। স্থানীয় প্রশাসন জানিয়েছে দ্রুত সংস্কার কাজ শুরু করা হবে। এতে কয়েক হাজার মানুষ উপকৃত হবেন। এলাকাবাসী জানান দীর্ঘদিন ধরে সড়কটির বেহাল দশা। বর্ষা মৌসুমে চলাচল প্রায় অসম্ভব হয়ে পড়ে। কর্তৃপক্ষের কাছে বারবার আবেদন করেও কোনো ফল পাওয়া যায়নি। স্থানীয় প্রশাসন জানিয়েছে দ্রুত সংস্কার কাজ শুরু করা হবে। এতে কয়েক হাজার মানুষ উপকৃত হবেন। এলাকাবাসী জানান দীর্ঘদিন ধরে সড়কটির বেহাল দশা। বর্ষা মৌসুমে চলাচল প্রায় অসম্ভব হয়ে পড়ে। কর্তৃপক্ষের কাছে বারবার আবেদন করেও কোনো ফল পাওয়া যায়নি। স্থানীয় প্রশাসন জানিয়েছে দ্রুত সংস্কার কাজ শুরু করা হবে। এতে কয়েক হাজার মানুষ উপকৃত হবেন। এলাকাবাসী জানান দীর্ঘদিন ধরে সড়কটির বেহাল দশা। বর্ষা মৌসুমে চলাচল প্রায় অসম্ভব হয়ে পড়ে। কর্তৃপক্ষের কাছে বারবার আবেদন করেও কোনো ফল পাওয়া যায়নি। স্থানীয় প্রশাসন জানিয়েছে দ্রুত সংস্কার কাজ শুরু করা হবে। এতে কয়েক হাজার মানুষ উপকৃত হবেন। এলাকাবাসী জানান দীর্ঘদিন ধরে সড়কটির বেহাল দশা। বর্ষা মৌসুমে চলাচল প্রায় অসম্ভব হয়ে পড়ে। কর্তৃপক্ষের কাছে বারবার আবেদন করেও কোনো ফল পাওয়া যায়নি। স্থানীয় প্রশাসন জানিয়েছে দ্রুত সংস্কার কাজ শুরু করা হবে। এতে কয়েক হাজার মানুষ উপকৃত হবেন। এলাকাবাসী জানান দীর্ঘদিন ধরে সড়কটির বেহাল দশা। বর্ষা মৌসুমে চলাচল প্রায় অসম্ভব হয়ে পড়ে। কর্তৃপক্ষের কাছে বারবার আবেদন করেও কোনো ফল পাওয়া যায়নি। স্থানীয় প্রশাসন জানিয়েছে দ্রুত সংস্কার কাজ শুরু করা হবে। এতে কয়েক হাজার মানুষ উপকৃত হবেন। এলাকাবাসী জানান দীর্ঘদিন ধরে সড়কটির বেহাল দশা। বর্ষা মৌসুমে চলাচল প্রায় অসম্ভব হয়ে পড়ে। কর্তৃপক্ষের কাছে বারবার আবেদন করেও কোনো ফল পাওয়া যায়নি। স্থানীয় প্রশাসন জানিয়েছে দ্রুত সংস্কার কাজ শুরু করা হবে। এতে কয়েক হাজার মানুষ উপকৃত হবেন। [263,53,382,285]
article-body: মন্ত্রিসভার নিয়মিত বৈঠকে বিষয়টি অনুমোদন দেওয়া হয়। মন্ত্রিপরিষদ সচিব সাংবাদিকদের এ তথ্য জানান। মন্ত্রিসভার নিয়মিত বৈঠকে বিষয়টি অনুমোদন দেওয়া হয়। মন্ত্রিপরিষদ সচিব সাংবাদিকদের এ তথ্য জানান। মন্ত্রিসভার নিয়মিত বৈঠকে বিষয়টি অনুমোদন দেওয়া হয়। মন্ত্রিপরিষদ সচিব সাংবাদিকদের এ তথ্য জানান। মন্ত্রিসভার নিয়মিত বৈঠকে বিষয়টি অনুমোদন দেওয়া হয়। মন্ত্রিপরিষদ সচিব সাংবাদিকদের এ তথ্য জানান। মন্ত্রিসভার নিয়মিত বৈঠকে বিষয়টি অনুমোদন দেওয়া হয়। মন্ত্রিপরিষদ সচিব সাংবাদিকদের এ তথ্য জানান। [174,342,258,392]
newspaper-name: বাংলাদেশ প্রতিদিন [14,11,125,29]
article-headline: অজ্ঞেয় মোদ্দিকা [187,247,245,257]
date-line-bangla: ৪ চৈত্র ১৪২৮ [536,17,561,22]
table-cell: 31-Mar-2022 15:00 [572,710,639,727]
tender-signatory-block [501,913,641,945]
table-cell: 16-Mar-2022 8:00 [497,710,572,727]
table-header: Online Tender Closing Date & Time [572,686,639,710]
masthead-rule [6,31,644,33]
article-divider [174,508,258,509]
article-rastay-bhalobasay [263,36,382,592]
column-divider [171,37,172,593]
